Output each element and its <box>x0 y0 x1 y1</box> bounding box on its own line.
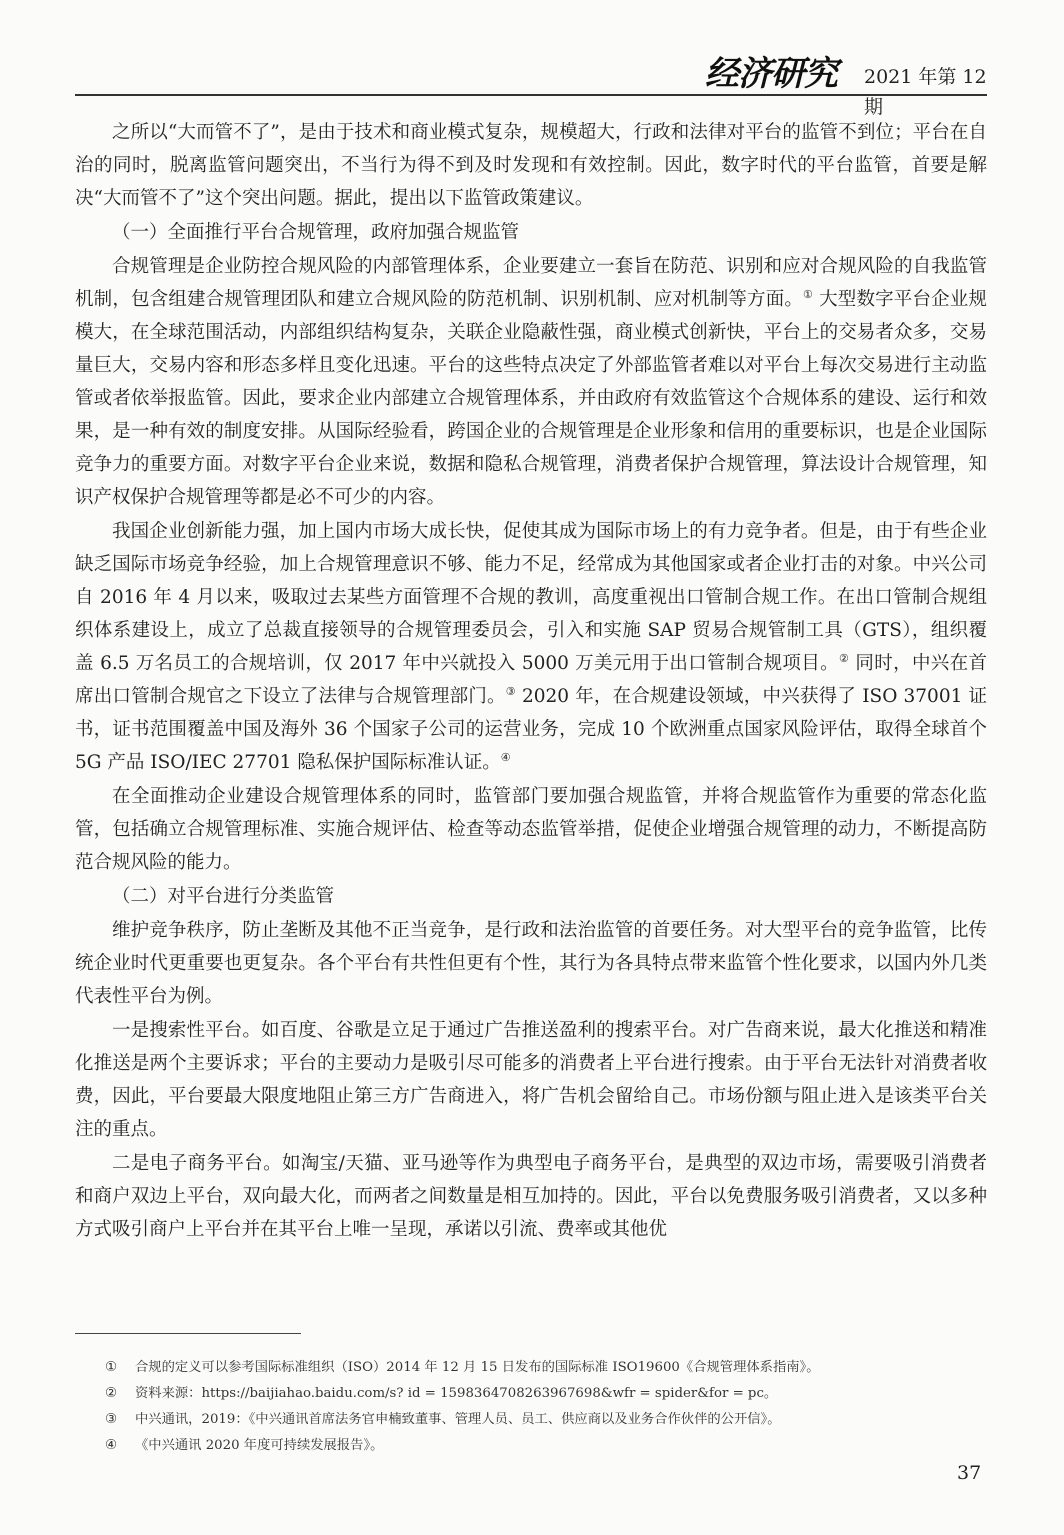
footnotes <box>105 1355 985 1459</box>
footnote-text: 中兴通讯，2019：《中兴通讯首席法务官申楠致董事、管理人员、员工、供应商以及业务合作伙伴的公开信》。 <box>135 1412 781 1427</box>
paragraph: 一是搜索性平台。如百度、谷歌是立足于通过广告推送盈利的搜索平台。对广告商来说，最大化推送和精准化推送是两个主要诉求；平台的主要动力是吸引尽可能多的消费者上平台进行搜索。由于平台无法针对消费者收费，因此，平台要最大限度地阻止第三方广告商进入，将广告机会留给自己。市场份额与阻止进入是该类平台关注的重点。 <box>75 1020 987 1140</box>
text-run: 同时，中兴在首席出口管制合规官之下设立了法律与合规管理部门。 <box>75 653 987 707</box>
footnote-ref[interactable]: ② <box>838 652 850 665</box>
section-heading: （二）对平台进行分类监管 <box>112 886 335 907</box>
footnote-rule <box>75 1333 301 1334</box>
text-run: 大型数字平台企业规模大，在全球范围活动，内部组织结构复杂，关联企业隐蔽性强，商业模式创新快，平台上的交易者众多，交易量巨大，交易内容和形态多样且变化迅速。平台的这些特点决定了外部监管者难以对平台上每次交易进行主动监管或者依举报监管。因此，要求企业内部建立合规管理体系，并由政府有效监管这个合规体系的建设、运行和效果，是一种有效的制度安排。从国际经验看，跨国企业的合规管理是企业形象和信用的重要标识，也是企业国际竞争力的重要方面。对数字平台企业来说，数据和隐私合规管理，消费者保护合规管理，算法设计合规管理，知识产权保护合规管理等都是必不可少的内容。 <box>75 289 987 508</box>
footnote-ref[interactable]: ④ <box>500 751 511 764</box>
footnote-text: 资料来源：https://baijiahao.baidu.com/s? id = 1598364708263967698&wfr = spider&for = pc。 <box>135 1386 778 1401</box>
text-run: 合规管理是企业防控合规风险的内部管理体系，企业要建立一套旨在防范、识别和应对合规风险的自我监管机制，包含组建合规管理团队和建立合规风险的防范机制、识别机制、应对机制等方面。 <box>75 256 987 310</box>
header-rule <box>75 94 987 96</box>
page-header <box>75 52 987 118</box>
footnote <box>105 1433 985 1459</box>
text-run: 我国企业创新能力强，加上国内市场大成长快，促使其成为国际市场上的有力竞争者。但是，由于有些企业缺乏国际市场竞争经验，加上合规管理意识不够、能力不足，经常成为其他国家或者企业打击的对象。中兴公司自 2016 年 4 月以来，吸取过去某些方面管理不合规的教训，高度重视出口管制合规工作。在出口管制合规组织体系建设上，成立了总裁直接领导的合规管理委员会，引入和实施 SAP 贸易合规管制工具（GTS），组织覆盖 6.5 万名员工的合规培训，仅 2017 年中兴就投入 5000 万美元用于出口管制合规项目。 <box>75 521 987 674</box>
section-heading: （一）全面推行平台合规管理，政府加强合规监管 <box>112 222 520 243</box>
text-run: 2020 年，在合规建设领域，中兴获得了 ISO 37001 证书，证书范围覆盖中国及海外 36 个国家子公司的运营业务，完成 10 个欧洲重点国家风险评估，取得全球首个 5G 产品 ISO/IEC 27701 隐私保护国际标准认证。 <box>75 686 987 773</box>
paragraph: 之所以“大而管不了”，是由于技术和商业模式复杂，规模超大，行政和法律对平台的监管不到位；平台在自治的同时，脱离监管问题突出，不当行为得不到及时发现和有效控制。因此，数字时代的平台监管，首要是解决“大而管不了”这个突出问题。据此，提出以下监管政策建议。 <box>75 122 987 209</box>
footnote <box>105 1381 985 1407</box>
footnote-mark: ① <box>105 1360 117 1375</box>
footnote-mark: ② <box>105 1386 117 1401</box>
footnote-ref[interactable]: ③ <box>505 685 516 698</box>
paragraph <box>75 515 987 779</box>
paragraph <box>75 250 987 514</box>
body-text <box>75 116 987 1247</box>
journal-logo: 经济研究 <box>705 54 837 94</box>
paragraph: 维护竞争秩序，防止垄断及其他不正当竞争，是行政和法治监管的首要任务。对大型平台的竞争监管，比传统企业时代更重要也更复杂。各个平台有共性但更有个性，其行为各具特点带来监管个性化要求，以国内外几类代表性平台为例。 <box>75 920 987 1007</box>
footnote-mark: ③ <box>105 1412 117 1427</box>
issue-label: 2021 年第 12 期 <box>864 66 987 118</box>
footnote-text: 《中兴通讯 2020 年度可持续发展报告》。 <box>135 1438 384 1453</box>
footnote <box>105 1355 985 1381</box>
footnote-text: 合规的定义可以参考国际标准组织（ISO）2014 年 12 月 15 日发布的国际标准 ISO19600《合规管理体系指南》。 <box>135 1360 820 1375</box>
footnote-ref[interactable]: ① <box>803 288 814 301</box>
page-number: 37 <box>957 1462 982 1484</box>
paragraph: 二是电子商务平台。如淘宝/天猫、亚马逊等作为典型电子商务平台，是典型的双边市场，需要吸引消费者和商户双边上平台，双向最大化，而两者之间数量是相互加持的。因此，平台以免费服务吸引消费者，又以多种方式吸引商户上平台并在其平台上唯一呈现，承诺以引流、费率或其他优 <box>75 1153 987 1240</box>
footnote <box>105 1407 985 1433</box>
footnote-mark: ④ <box>105 1438 117 1453</box>
paragraph: 在全面推动企业建设合规管理体系的同时，监管部门要加强合规监管，并将合规监管作为重要的常态化监管，包括确立合规管理标准、实施合规评估、检查等动态监管举措，促使企业增强合规管理的动力，不断提高防范合规风险的能力。 <box>75 786 987 873</box>
